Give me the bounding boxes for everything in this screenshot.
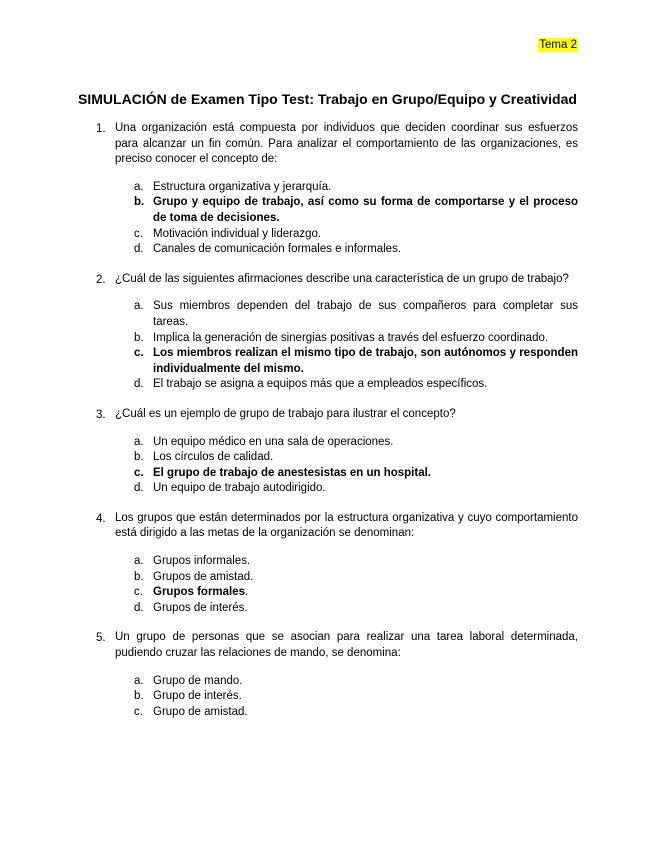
option-text: Un equipo médico en una sala de operaciones.	[153, 435, 394, 448]
option-a	[96, 180, 578, 196]
option-letter: d.	[134, 601, 144, 614]
option-d	[96, 481, 578, 497]
option-letter: b.	[134, 451, 144, 464]
option-text: Grupos de amistad.	[153, 570, 254, 583]
question-3	[96, 407, 578, 497]
question-number: 2.	[96, 273, 106, 286]
option-b	[96, 689, 578, 705]
option-letter: b.	[134, 570, 144, 583]
option-list	[96, 554, 578, 616]
question-text: ¿Cuál de las siguientes afirmaciones describe una característica de un grupo de trabajo?	[115, 272, 569, 285]
option-c	[96, 227, 578, 243]
option-a	[96, 554, 578, 570]
option-letter: d.	[134, 243, 144, 256]
question-text: Los grupos que están determinados por la estructura organizativa y cuyo comportamiento está dirigido a las metas de la organización se denominan:	[115, 511, 578, 540]
option-list	[96, 435, 578, 497]
question-2	[96, 272, 578, 393]
option-letter: c.	[134, 705, 143, 718]
question-text: Un grupo de personas que se asocian para realizar una tarea laboral determinada, pudiendo cruzar las relaciones de mando, se denomina:	[115, 631, 578, 660]
option-text: Grupo de mando.	[153, 674, 243, 687]
option-text: Los círculos de calidad.	[153, 451, 274, 464]
question-number: 1.	[96, 123, 106, 135]
option-a	[96, 435, 578, 451]
question-1	[96, 121, 578, 258]
option-suffix: .	[245, 586, 249, 599]
option-text: Grupos de interés.	[153, 601, 248, 614]
option-a	[96, 299, 578, 330]
option-letter: b.	[134, 331, 144, 344]
option-c-correct	[96, 346, 578, 377]
option-text: Grupo de amistad.	[153, 705, 248, 718]
option-letter: c.	[134, 347, 144, 360]
option-c	[96, 705, 578, 721]
option-text: Canales de comunicación formales e informales.	[153, 243, 402, 256]
option-list	[96, 180, 578, 258]
question-list	[96, 121, 578, 734]
option-b-correct	[96, 195, 578, 226]
option-letter: a.	[134, 435, 144, 448]
option-text: Sus miembros dependen del trabajo de sus compañeros para completar sus tareas.	[153, 300, 578, 328]
option-b	[96, 450, 578, 466]
question-text: Una organización está compuesta por individuos que deciden coordinar sus esfuerzos para alcanzar un fin común. Para analizar el comportamiento de las organizaciones, es preciso conocer el concepto de:	[115, 122, 578, 166]
option-letter: a.	[134, 300, 144, 313]
option-text: Los miembros realizan el mismo tipo de trabajo, son autónomos y responden individualmente del mismo.	[153, 347, 578, 375]
option-text: Grupo de interés.	[153, 690, 242, 703]
option-letter: c.	[134, 227, 143, 240]
option-list	[96, 674, 578, 721]
option-d	[96, 601, 578, 617]
option-letter: d.	[134, 378, 144, 391]
option-letter: b.	[134, 690, 144, 703]
option-text: El grupo de trabajo de anestesistas en un hospital.	[153, 466, 431, 479]
question-5	[96, 630, 578, 720]
question-text: ¿Cuál es un ejemplo de grupo de trabajo para ilustrar el concepto?	[115, 407, 456, 420]
option-letter: c.	[134, 586, 143, 599]
option-letter: a.	[134, 555, 144, 568]
option-text: Estructura organizativa y jerarquía.	[153, 180, 332, 193]
option-text: Grupos informales.	[153, 555, 251, 568]
option-text: Motivación individual y liderazgo.	[153, 227, 322, 240]
option-letter: a.	[134, 674, 144, 687]
topic-tag: Tema 2	[539, 39, 577, 51]
option-d	[96, 377, 578, 393]
question-number: 3.	[96, 408, 106, 421]
option-c-correct	[96, 466, 578, 482]
option-c-correct	[96, 585, 578, 601]
option-letter: c.	[134, 466, 144, 479]
option-d	[96, 242, 578, 258]
option-list	[96, 299, 578, 393]
option-b	[96, 331, 578, 347]
option-text: Grupos formales	[153, 586, 246, 599]
option-a	[96, 674, 578, 690]
option-text: El trabajo se asigna a equipos más que a empleados específicos.	[153, 378, 488, 391]
page-title: SIMULACIÓN de Examen Tipo Test: Trabajo en Grupo/Equipo y Creatividad	[78, 91, 577, 107]
question-number: 5.	[96, 632, 106, 645]
option-text: Grupo y equipo de trabajo, así como su forma de comportarse y el proceso de toma de decisiones.	[153, 196, 578, 224]
option-text: Un equipo de trabajo autodirigido.	[153, 482, 326, 495]
option-text: Implica la generación de sinergias positivas a través del esfuerzo coordinado.	[153, 331, 549, 344]
option-letter: a.	[134, 180, 144, 193]
question-number: 4.	[96, 512, 106, 525]
option-letter: b.	[134, 196, 145, 209]
option-letter: d.	[134, 482, 144, 495]
option-b	[96, 570, 578, 586]
question-4	[96, 511, 578, 617]
